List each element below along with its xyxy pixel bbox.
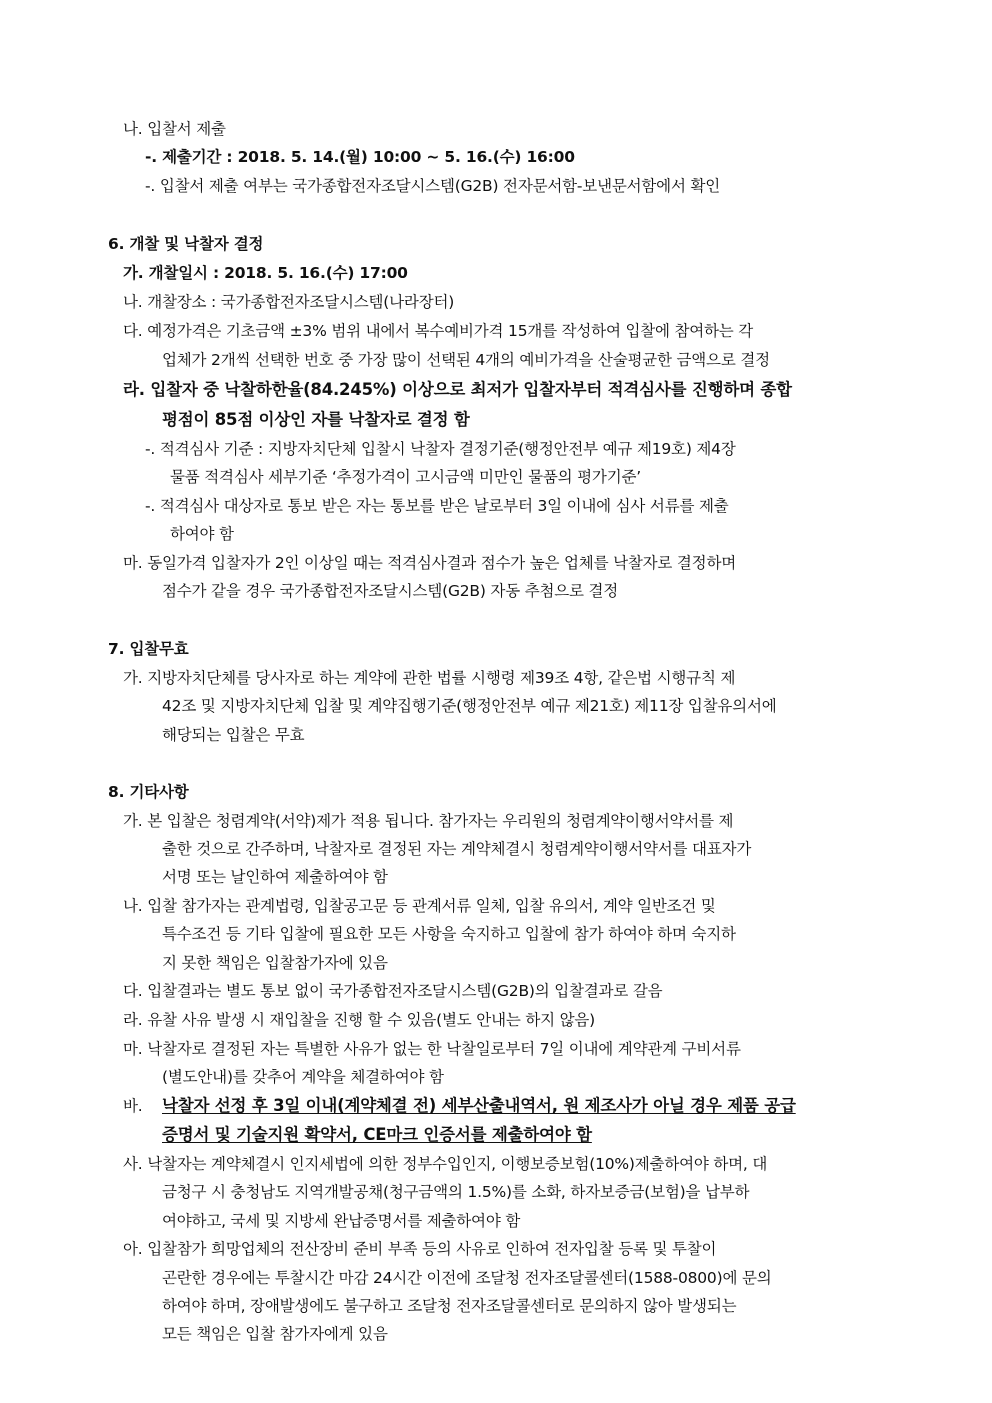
stamp-tax-line-2: 금청구 시 충청남도 지역개발공채(청구금액의 1.5%)를 소화, 하자보증금(보험)을 납부하 bbox=[162, 1183, 750, 1201]
required-documents-line-2: 증명서 및 기술지원 확약서, CE마크 인증서를 제출하여야 함 bbox=[162, 1125, 592, 1144]
qualification-standard-line-2: 물품 적격심사 세부기준 ‘추정가격이 고시금액 미만인 물품의 평가기준’ bbox=[170, 468, 641, 486]
contract-documents-line-1: 마. 낙찰자로 결정된 자는 특별한 사유가 없는 한 낙찰일로부터 7일 이내에 계약관계 구비서류 bbox=[123, 1040, 741, 1058]
estimated-price-line-1: 다. 예정가격은 기초금액 ±3% 범위 내에서 복수예비가격 15개를 작성하여 입찰에 참여하는 각 bbox=[123, 322, 754, 340]
submission-check: -. 입찰서 제출 여부는 국가종합전자조달시스템(G2B) 전자문서함-보낸문서함에서 확인 bbox=[145, 177, 720, 195]
integrity-contract-line-3: 서명 또는 날인하여 제출하여야 함 bbox=[162, 868, 388, 886]
call-center-line-1: 아. 입찰참가 희망업체의 전산장비 준비 부족 등의 사유로 인하여 전자입찰 등록 및 투찰이 bbox=[123, 1240, 717, 1258]
call-center-line-2: 곤란한 경우에는 투찰시간 마감 24시간 이전에 조달청 전자조달콜센터(1588-0800)에 문의 bbox=[162, 1269, 772, 1287]
qualification-standard-line-1: -. 적격심사 기준 : 지방자치단체 입찰시 낙찰자 결정기준(행정안전부 예규 제19호) 제4장 bbox=[145, 440, 736, 458]
section-8-heading: 8. 기타사항 bbox=[108, 783, 189, 801]
required-documents-line-1: 낙찰자 선정 후 3일 이내(계약체결 전) 세부산출내역서, 원 제조사가 아닐 경우 제품 공급 bbox=[162, 1096, 796, 1115]
section-7-heading: 7. 입찰무효 bbox=[108, 640, 189, 658]
qualification-notice-line-1: -. 적격심사 대상자로 통보 받은 자는 통보를 받은 날로부터 3일 이내에 심사 서류를 제출 bbox=[145, 497, 729, 515]
invalid-bid-line-3: 해당되는 입찰은 무효 bbox=[162, 726, 305, 744]
submission-heading: 나. 입찰서 제출 bbox=[123, 120, 226, 138]
call-center-line-3: 하여야 하며, 장애발생에도 불구하고 조달청 전자조달콜센터로 문의하지 않아 발생되는 bbox=[162, 1297, 737, 1315]
participant-duty-line-1: 나. 입찰 참가자는 관계법령, 입찰공고문 등 관계서류 일체, 입찰 유의서, 계약 일반조건 및 bbox=[123, 897, 716, 915]
participant-duty-line-2: 특수조건 등 기타 입찰에 필요한 모든 사항을 숙지하고 입찰에 참가 하여야 하며 숙지하 bbox=[162, 925, 736, 943]
qualification-notice-line-2: 하여야 함 bbox=[170, 525, 234, 543]
required-documents-marker: 바. bbox=[123, 1097, 143, 1115]
integrity-contract-line-1: 가. 본 입찰은 청렴계약(서약)제가 적용 됩니다. 참가자는 우리원의 청렴계약이행서약서를 제 bbox=[123, 812, 734, 830]
invalid-bid-line-2: 42조 및 지방자치단체 입찰 및 계약집행기준(행정안전부 예규 제21호) 제11장 입찰유의서에 bbox=[162, 697, 777, 715]
bid-result-notice: 다. 입찰결과는 별도 통보 없이 국가종합전자조달시스템(G2B)의 입찰결과로 갈음 bbox=[123, 982, 663, 1000]
invalid-bid-line-1: 가. 지방자치단체를 당사자로 하는 계약에 관한 법률 시행령 제39조 4항, 같은법 시행규칙 제 bbox=[123, 669, 736, 687]
tie-rule-line-2: 점수가 같을 경우 국가종합전자조달시스템(G2B) 자동 추첨으로 결정 bbox=[162, 582, 619, 600]
opening-place: 나. 개찰장소 : 국가종합전자조달시스템(나라장터) bbox=[123, 293, 455, 311]
section-6-heading: 6. 개찰 및 낙찰자 결정 bbox=[108, 235, 264, 253]
submission-period: -. 제출기간 : 2018. 5. 14.(월) 10:00 ~ 5. 16.(수) 16:00 bbox=[145, 148, 575, 166]
integrity-contract-line-2: 출한 것으로 간주하며, 낙찰자로 결정된 자는 계약체결시 청렴계약이행서약서를 대표자가 bbox=[162, 840, 752, 858]
winner-criteria-line-1: 라. 입찰자 중 낙찰하한율(84.245%) 이상으로 최저가 입찰자부터 적격심사를 진행하며 종합 bbox=[123, 380, 792, 399]
stamp-tax-line-1: 사. 낙찰자는 계약체결시 인지세법에 의한 정부수입인지, 이행보증보험(10%)제출하여야 하며, 대 bbox=[123, 1155, 768, 1173]
participant-duty-line-3: 지 못한 책임은 입찰참가자에 있음 bbox=[162, 954, 388, 972]
stamp-tax-line-3: 여야하고, 국세 및 지방세 완납증명서를 제출하여야 함 bbox=[162, 1212, 521, 1230]
estimated-price-line-2: 업체가 2개씩 선택한 번호 중 가장 많이 선택된 4개의 예비가격을 산술평균한 금액으로 결정 bbox=[162, 351, 770, 369]
contract-documents-line-2: (별도안내)를 갖추어 계약을 체결하여야 함 bbox=[162, 1068, 444, 1086]
rebid-notice: 라. 유찰 사유 발생 시 재입찰을 진행 할 수 있음(별도 안내는 하지 않음) bbox=[123, 1011, 596, 1029]
opening-datetime: 가. 개찰일시 : 2018. 5. 16.(수) 17:00 bbox=[123, 264, 408, 282]
call-center-line-4: 모든 책임은 입찰 참가자에게 있음 bbox=[162, 1325, 388, 1343]
tie-rule-line-1: 마. 동일가격 입찰자가 2인 이상일 때는 적격심사결과 점수가 높은 업체를 낙찰자로 결정하며 bbox=[123, 554, 736, 572]
winner-criteria-line-2: 평점이 85점 이상인 자를 낙찰자로 결정 함 bbox=[162, 410, 470, 429]
